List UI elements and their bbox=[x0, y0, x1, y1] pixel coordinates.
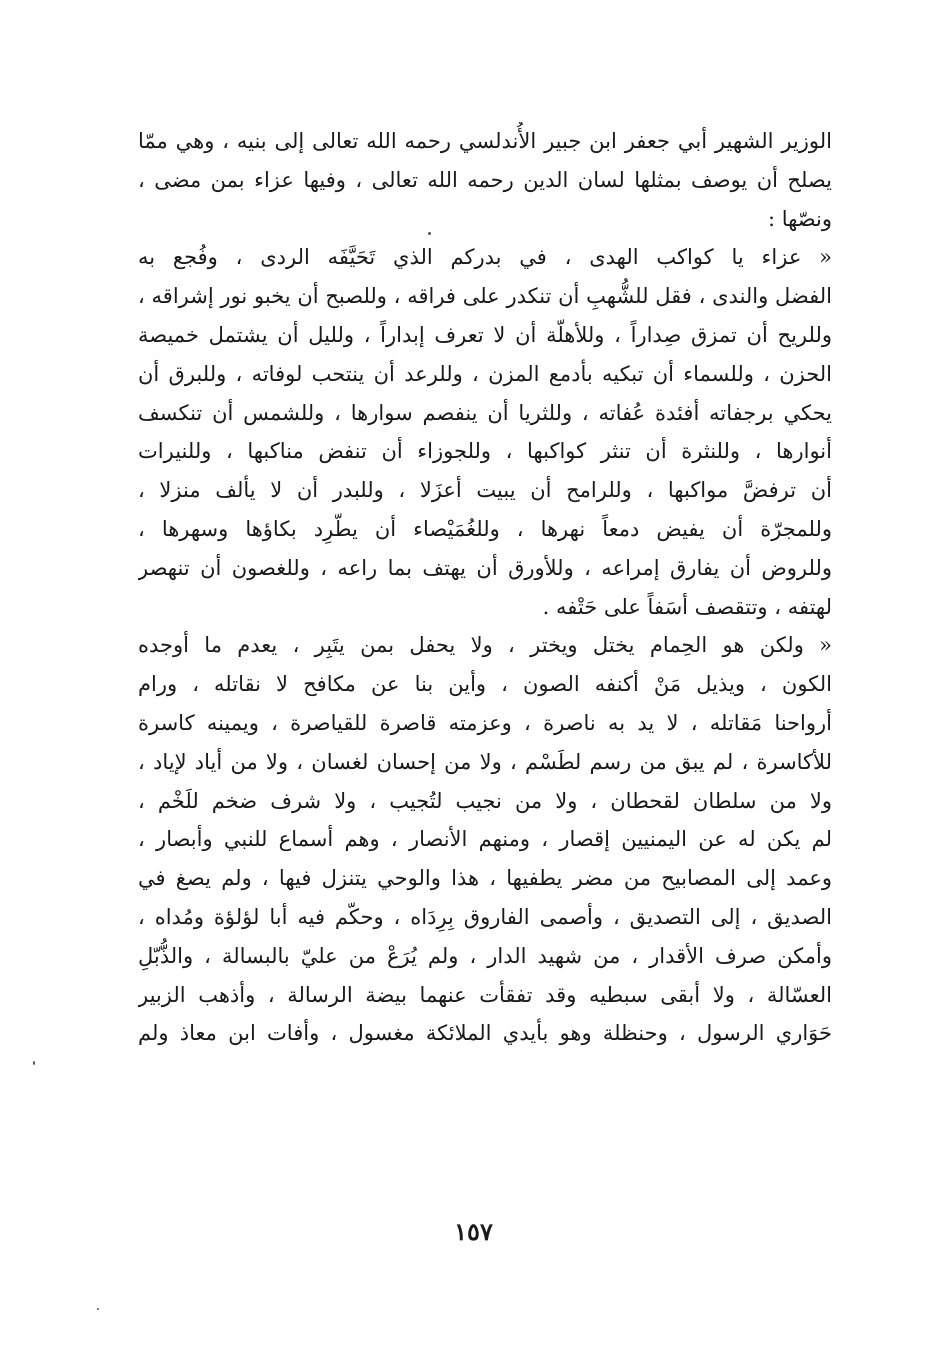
text-line: أرواحنا مَقاتله ، لا يد به ناصرة ، وعزمته قاصرة للقياصرة ، ويمينه كاسرة bbox=[138, 710, 832, 735]
text-line: يصلح أن يوصف بمثلها لسان الدين رحمه الله تعالى ، وفيها عزاء بمن مضى ، bbox=[138, 167, 832, 192]
text-line: حَوَاري الرسول ، وحنظلة وهو بأيدي الملائكة مغسول ، وأفات ابن معاذ ولم bbox=[138, 1021, 832, 1046]
text-line: وللمجرّة أن يفيض دمعاً نهرها ، وللغُمَيْصاء أن يطّرِد بكاؤها وسهرها ، bbox=[138, 516, 832, 541]
text-line: يحكي برجفاته أفئدة عُفاته ، وللثريا أن ينفصم سوارها ، وللشمس أن تنكسف bbox=[138, 400, 832, 425]
text-line: الوزير الشهير أبي جعفر ابن جبير الأُندلسي رحمه الله تعالى إلى بنيه ، وهي ممّا bbox=[138, 129, 832, 153]
body-text bbox=[138, 122, 832, 1053]
text-line: ولا من سلطان لقحطان ، ولا من نجيب لتُجيب ، ولا شرف ضخم للَخْم ، bbox=[138, 788, 832, 813]
page-number: ١٥٧ bbox=[454, 1217, 493, 1246]
scan-speck bbox=[97, 1308, 99, 1310]
text-line: وعمد إلى المصابيح من مضر يطفيها ، هذا والوحي يتنزل فيها ، ولم يصغ في bbox=[138, 866, 832, 891]
text-line: أن ترفضَّ مواكبها ، وللرامح أن يبيت أعزَلا ، وللبدر أن لا يألف منزلا ، bbox=[138, 478, 832, 503]
scan-speck bbox=[428, 232, 431, 235]
text-line: الصديق ، إلى التصديق ، وأصمى الفاروق بِرِدَاه ، وحكّم فيه أبا لؤلؤة ومُداه ، bbox=[138, 904, 832, 929]
text-line: ونصّها : bbox=[767, 206, 832, 231]
text-line: « عزاء يا كواكب الهدى ، في بدركم الذي تَحَيَّفَه الردى ، وفُجع به bbox=[138, 245, 832, 270]
text-line: الحزن ، وللسماء أن تبكيه بأدمع المزن ، وللرعد أن ينتحب لوفاته ، وللبرق أن bbox=[138, 361, 832, 386]
text-line: « ولكن هو الحِمام يختل ويختر ، ولا يحفل بمن يتَبِر ، يعدم ما أوجده bbox=[138, 633, 832, 658]
text-line: لم يكن له عن اليمنيين إقصار ، ومنهم الأنصار ، وهم أسماع للنبي وأبصار ، bbox=[138, 827, 832, 852]
text-line: لهتفه ، وتتقصف أسَفاً على حَتْفه . bbox=[542, 594, 832, 619]
text-line: العسّالة ، ولا أبقى سبطيه وقد تفقأت عنهما بيضة الرسالة ، وأذهب الزبير bbox=[138, 982, 832, 1007]
text-line: وللروض أن يفارق إمراعه ، وللأورق أن يهتف بما راعه ، وللغصون أن تنهصر bbox=[138, 555, 832, 580]
text-line: للأكاسرة ، لم يبق من رسم لطَسْم ، ولا من إحسان لغسان ، ولا من أياد لإياد ، bbox=[138, 749, 832, 774]
text-line: أنوارها ، وللنثرة أن تنثر كواكبها ، وللجوزاء أن تنفض مناكبها ، وللنيرات bbox=[138, 439, 832, 464]
text-line: وللريح أن تمزق صِداراً ، وللأهلّة أن لا تعرف إبداراً ، ولليل أن يشتمل خميصة bbox=[138, 322, 832, 347]
text-line: الكون ، ويذيل مَنْ أكنفه الصون ، وأين بنا عن مكافح لا نقاتله ، ورام bbox=[138, 672, 832, 697]
text-line: الفضل والندى ، فقل للشُّهبِ أن تنكدر على فراقه ، وللصبح أن يخبو نور إشراقه ، bbox=[138, 284, 832, 309]
scan-speck bbox=[33, 1061, 35, 1065]
text-line: وأمكن صرف الأقدار ، من شهيد الدار ، ولم يُرَعْ من عليّ بالبسالة ، والذُّبّلِ bbox=[138, 943, 832, 968]
